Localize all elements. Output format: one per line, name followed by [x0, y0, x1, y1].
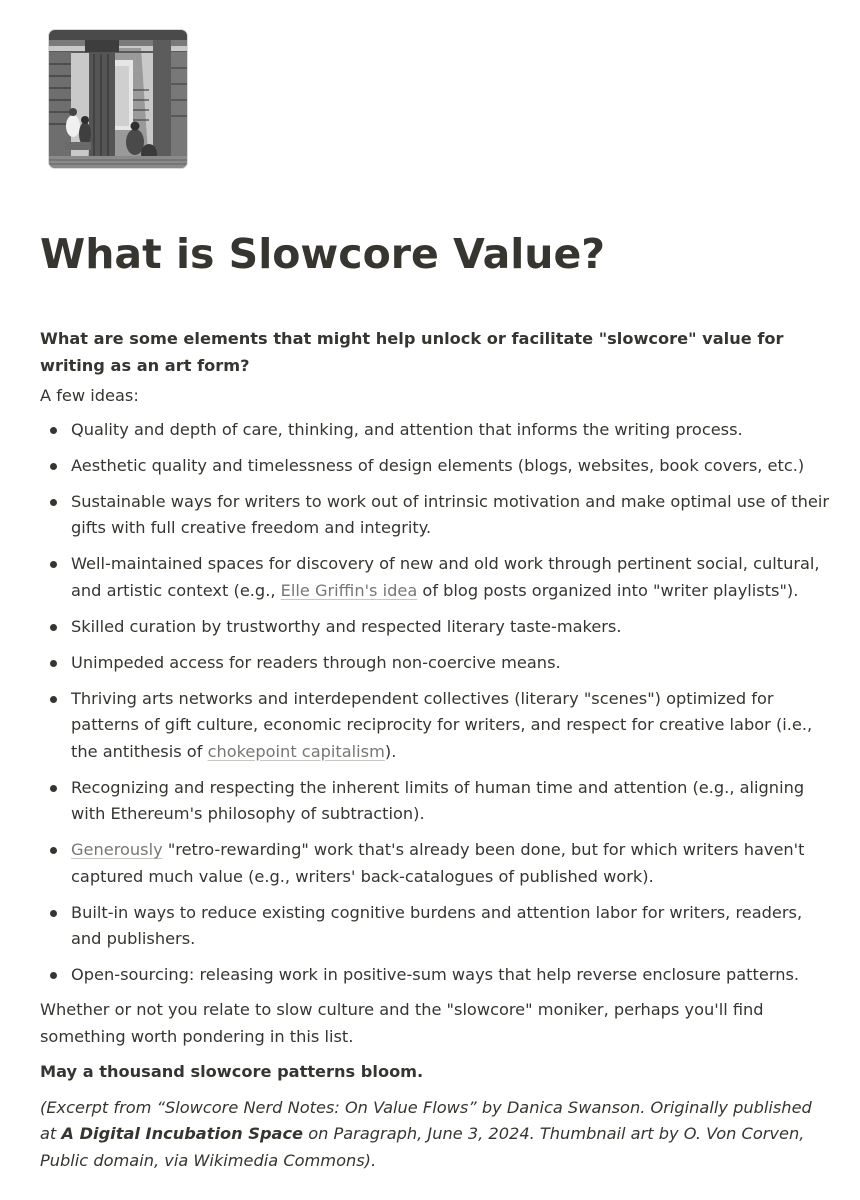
- list-item: [40, 962, 830, 989]
- page-title: What is Slowcore Value?: [40, 230, 606, 278]
- list-item: [40, 686, 830, 766]
- article-body: [40, 326, 830, 1174]
- chokepoint-capitalism-link[interactable]: chokepoint capitalism: [207, 741, 385, 761]
- elle-griffin-link[interactable]: Elle Griffin's idea: [280, 580, 418, 600]
- publication-name: A Digital Incubation Space: [61, 1124, 304, 1143]
- generously-link[interactable]: Generously: [71, 840, 163, 859]
- lead-question: What are some elements that might help unlock or facilitate "slowcore" value for writing as an art form?: [40, 329, 784, 375]
- list-item: [40, 650, 830, 677]
- list-item: [40, 900, 830, 953]
- ideas-list: [40, 417, 830, 989]
- library-engraving-icon: [49, 30, 187, 168]
- list-item-text: ).: [384, 741, 397, 761]
- list-item-text: Thriving arts networks and interdependent collectives (literary "scenes") optimized for patterns of gift culture, economic reciprocity for writers, and respect for creative labor (i.e., the antithesis of: [71, 688, 813, 761]
- excerpt-post: on Paragraph, June 3, 2024. Thumbnail art by O. Von Corven, Public domain, via Wikimedia Commons).: [40, 1124, 805, 1170]
- list-item-text: Sustainable ways for writers to work out of intrinsic motivation and make optimal use of their gifts with full creative freedom and integrity.: [71, 491, 830, 537]
- excerpt-pre: (Excerpt from “Slowcore Nerd Notes: On Value Flows” by Danica Swanson. Originally published at: [40, 1097, 812, 1143]
- list-item: [40, 453, 830, 480]
- list-item-text: "retro-rewarding" work that's already been done, but for which writers haven't captured much value (e.g., writers' back-catalogues of published work).: [71, 840, 805, 886]
- excerpt-note: [40, 1095, 830, 1175]
- list-item-text: Recognizing and respecting the inherent limits of human time and attention (e.g., aligning with Ethereum's philosophy of subtraction).: [71, 777, 805, 823]
- list-item: [40, 837, 830, 890]
- bloom-line: May a thousand slowcore patterns bloom.: [40, 1062, 424, 1081]
- list-item: [40, 551, 830, 604]
- list-item-text: Aesthetic quality and timelessness of design elements (blogs, websites, book covers, etc.): [71, 455, 805, 475]
- list-item: [40, 489, 830, 542]
- list-item-text: Built-in ways to reduce existing cognitive burdens and attention labor for writers, readers, and publishers.: [71, 902, 803, 948]
- intro-text: A few ideas:: [40, 386, 139, 405]
- list-item-text: Quality and depth of care, thinking, and attention that informs the writing process.: [71, 419, 743, 439]
- list-item-text: Unimpeded access for readers through non-coercive means.: [71, 652, 561, 672]
- list-item: [40, 775, 830, 828]
- list-item: [40, 614, 830, 641]
- thumbnail-image: [49, 30, 187, 168]
- closing-paragraph: Whether or not you relate to slow culture and the "slowcore" moniker, perhaps you'll find something worth pondering in this list.: [40, 1000, 764, 1046]
- list-item-text: of blog posts organized into "writer playlists").: [417, 580, 799, 600]
- list-item-text: Open-sourcing: releasing work in positive-sum ways that help reverse enclosure patterns.: [71, 965, 800, 984]
- list-item-text: Skilled curation by trustworthy and respected literary taste-makers.: [71, 616, 622, 636]
- list-item: [40, 417, 830, 444]
- list-item-text: Well-maintained spaces for discovery of new and old work through pertinent social, cultural, and artistic context (e.g.,: [71, 554, 820, 600]
